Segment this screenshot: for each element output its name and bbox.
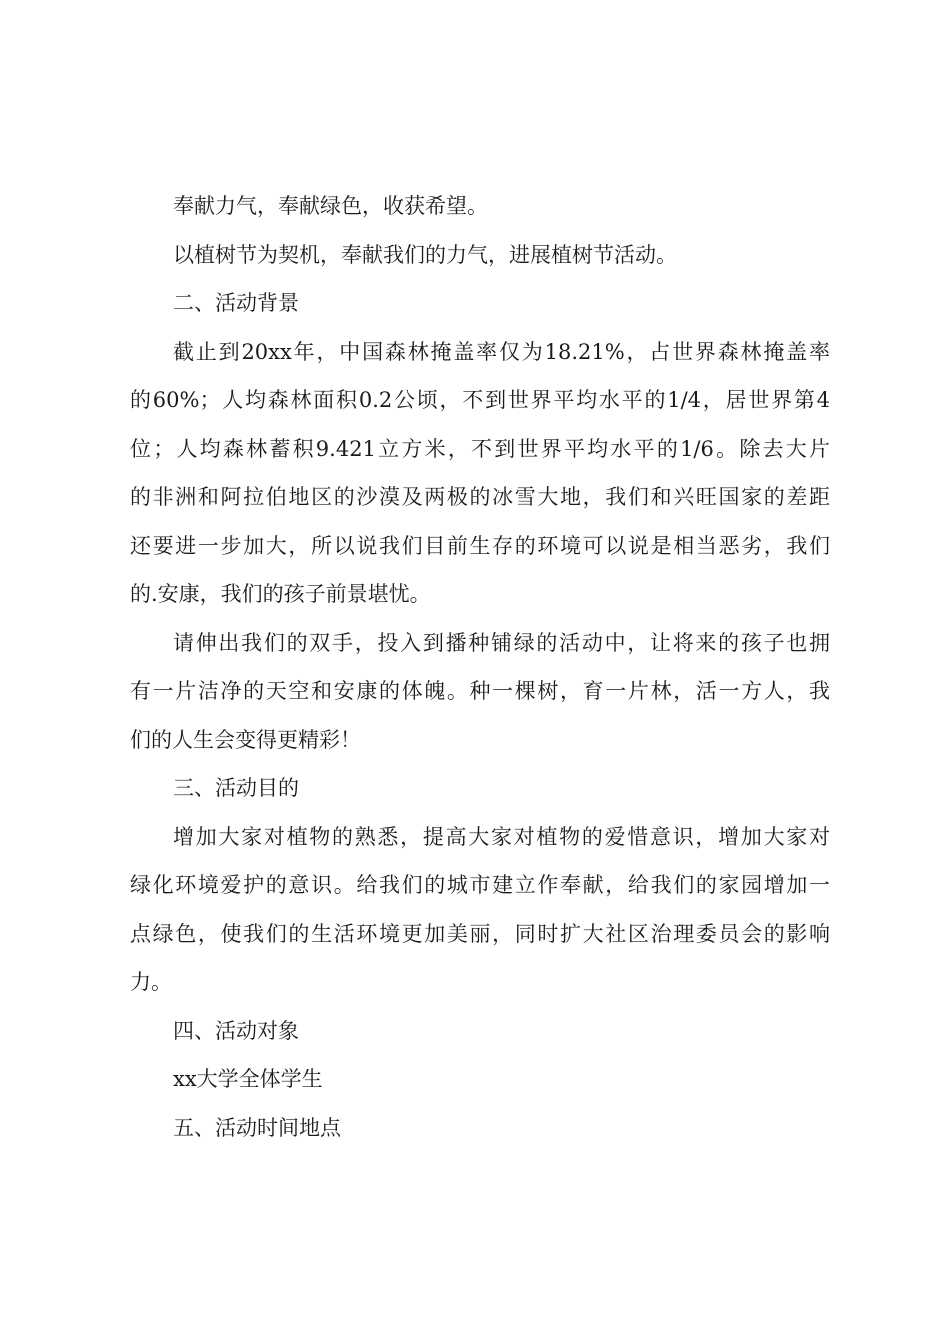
document-body: [130, 182, 830, 1152]
paragraph-line: 的.安康，我们的孩子前景堪忧。: [130, 582, 431, 606]
paragraph-line: 的非洲和阿拉伯地区的沙漠及两极的冰雪大地，我们和兴旺国家的差距: [130, 485, 830, 509]
section-heading-purpose: 三、活动目的: [173, 776, 299, 800]
paragraph-line: 有一片洁净的天空和安康的体魄。种一棵树，育一片林，活一方人，我: [130, 679, 830, 703]
paragraph-line: 的60%；人均森林面积0.2公顷，不到世界平均水平的1/4，居世界第4: [130, 388, 830, 412]
section-heading-audience: 四、活动对象: [173, 1018, 299, 1043]
slogan-line: 奉献力气，奉献绿色，收获希望。: [173, 194, 488, 218]
section-heading-time-place: 五、活动时间地点: [173, 1115, 341, 1140]
paragraph-line: 点绿色，使我们的生活环境更加美丽，同时扩大社区治理委员会的影响: [130, 921, 830, 946]
paragraph-line: 位；人均森林蓄积9.421立方米，不到世界平均水平的1/6。除去大片: [130, 436, 830, 461]
audience-text: xx大学全体学生: [173, 1067, 323, 1091]
paragraph-line: 增加大家对植物的熟悉，提高大家对植物的爱惜意识，增加大家对: [173, 824, 830, 849]
paragraph-line: 们的人生会变得更精彩！: [130, 727, 361, 752]
paragraph-line: 还要进一步加大，所以说我们目前生存的环境可以说是相当恶劣，我们: [130, 533, 830, 558]
paragraph-line: 力。: [130, 970, 172, 994]
section-heading-background: 二、活动背景: [173, 291, 299, 315]
paragraph-line: 绿化环境爱护的意识。给我们的城市建立作奉献，给我们的家园增加一: [130, 873, 830, 897]
intro-line: 以植树节为契机，奉献我们的力气，进展植树节活动。: [173, 242, 677, 267]
paragraph-line: 截止到20xx年，中国森林掩盖率仅为18.21%，占世界森林掩盖率: [173, 339, 830, 364]
paragraph-line: 请伸出我们的双手，投入到播种铺绿的活动中，让将来的孩子也拥: [173, 630, 830, 655]
